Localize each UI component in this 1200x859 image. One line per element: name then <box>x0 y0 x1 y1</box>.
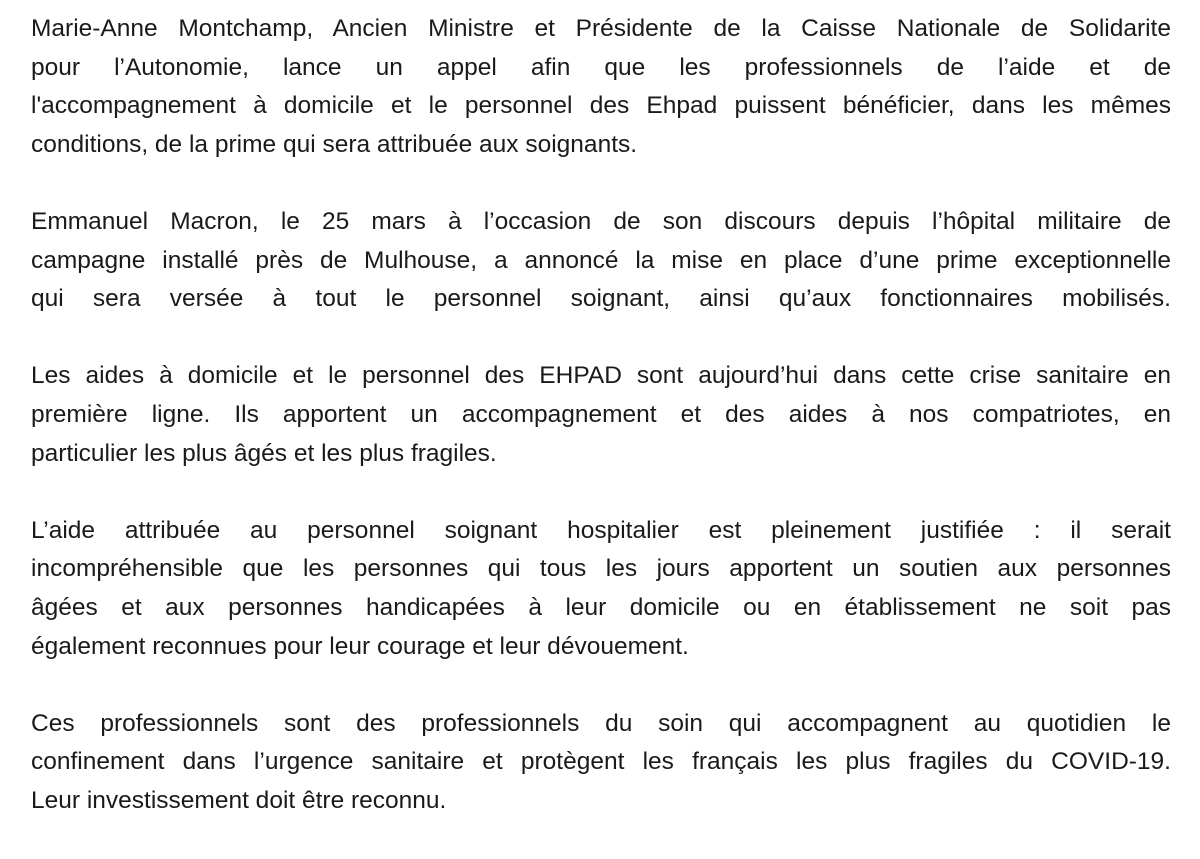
text-line: Marie-Anne Montchamp, Ancien Ministre et Présidente de la Caisse Nationale de Solidarite <box>31 15 1171 42</box>
text-line: également reconnues pour leur courage et leur dévouement. <box>31 632 689 660</box>
paragraph-2 <box>31 203 1171 319</box>
paragraph-3 <box>31 357 1171 473</box>
paragraph-5 <box>31 705 1171 821</box>
text-line: âgées et aux personnes handicapées à leur domicile ou en établissement ne soit pas <box>31 593 1171 621</box>
text-line: qui sera versée à tout le personnel soignant, ainsi qu’aux fonctionnaires mobilisés. <box>31 285 1171 313</box>
text-line: pour l’Autonomie, lance un appel afin que les professionnels de l’aide et de <box>31 53 1171 81</box>
text-line: L’aide attribuée au personnel soignant hospitalier est pleinement justifiée : il serait <box>31 516 1171 544</box>
text-line: Les aides à domicile et le personnel des EHPAD sont aujourd’hui dans cette crise sanitaire en <box>31 362 1171 390</box>
text-line: première ligne. Ils apportent un accompagnement et des aides à nos compatriotes, en <box>31 400 1171 428</box>
text-line: Emmanuel Macron, le 25 mars à l’occasion de son discours depuis l’hôpital militaire de <box>31 207 1171 235</box>
text-line: Ces professionnels sont des professionnels du soin qui accompagnent au quotidien le <box>31 709 1171 737</box>
text-line: campagne installé près de Mulhouse, a annoncé la mise en place d’une prime exceptionnelle <box>31 246 1171 274</box>
text-line: l'accompagnement à domicile et le personnel des Ehpad puissent bénéficier, dans les mêmes <box>31 92 1171 120</box>
paragraph-1 <box>31 10 1171 164</box>
text-line: Leur investissement doit être reconnu. <box>31 786 447 814</box>
text-line: particulier les plus âgés et les plus fragiles. <box>31 439 497 467</box>
text-line: conditions, de la prime qui sera attribuée aux soignants. <box>31 130 638 158</box>
text-line: confinement dans l’urgence sanitaire et protègent les français les plus fragiles du COVID-19. <box>31 748 1171 776</box>
document-body <box>31 10 1171 859</box>
paragraph-4 <box>31 512 1171 666</box>
text-line: incompréhensible que les personnes qui tous les jours apportent un soutien aux personnes <box>31 555 1171 583</box>
